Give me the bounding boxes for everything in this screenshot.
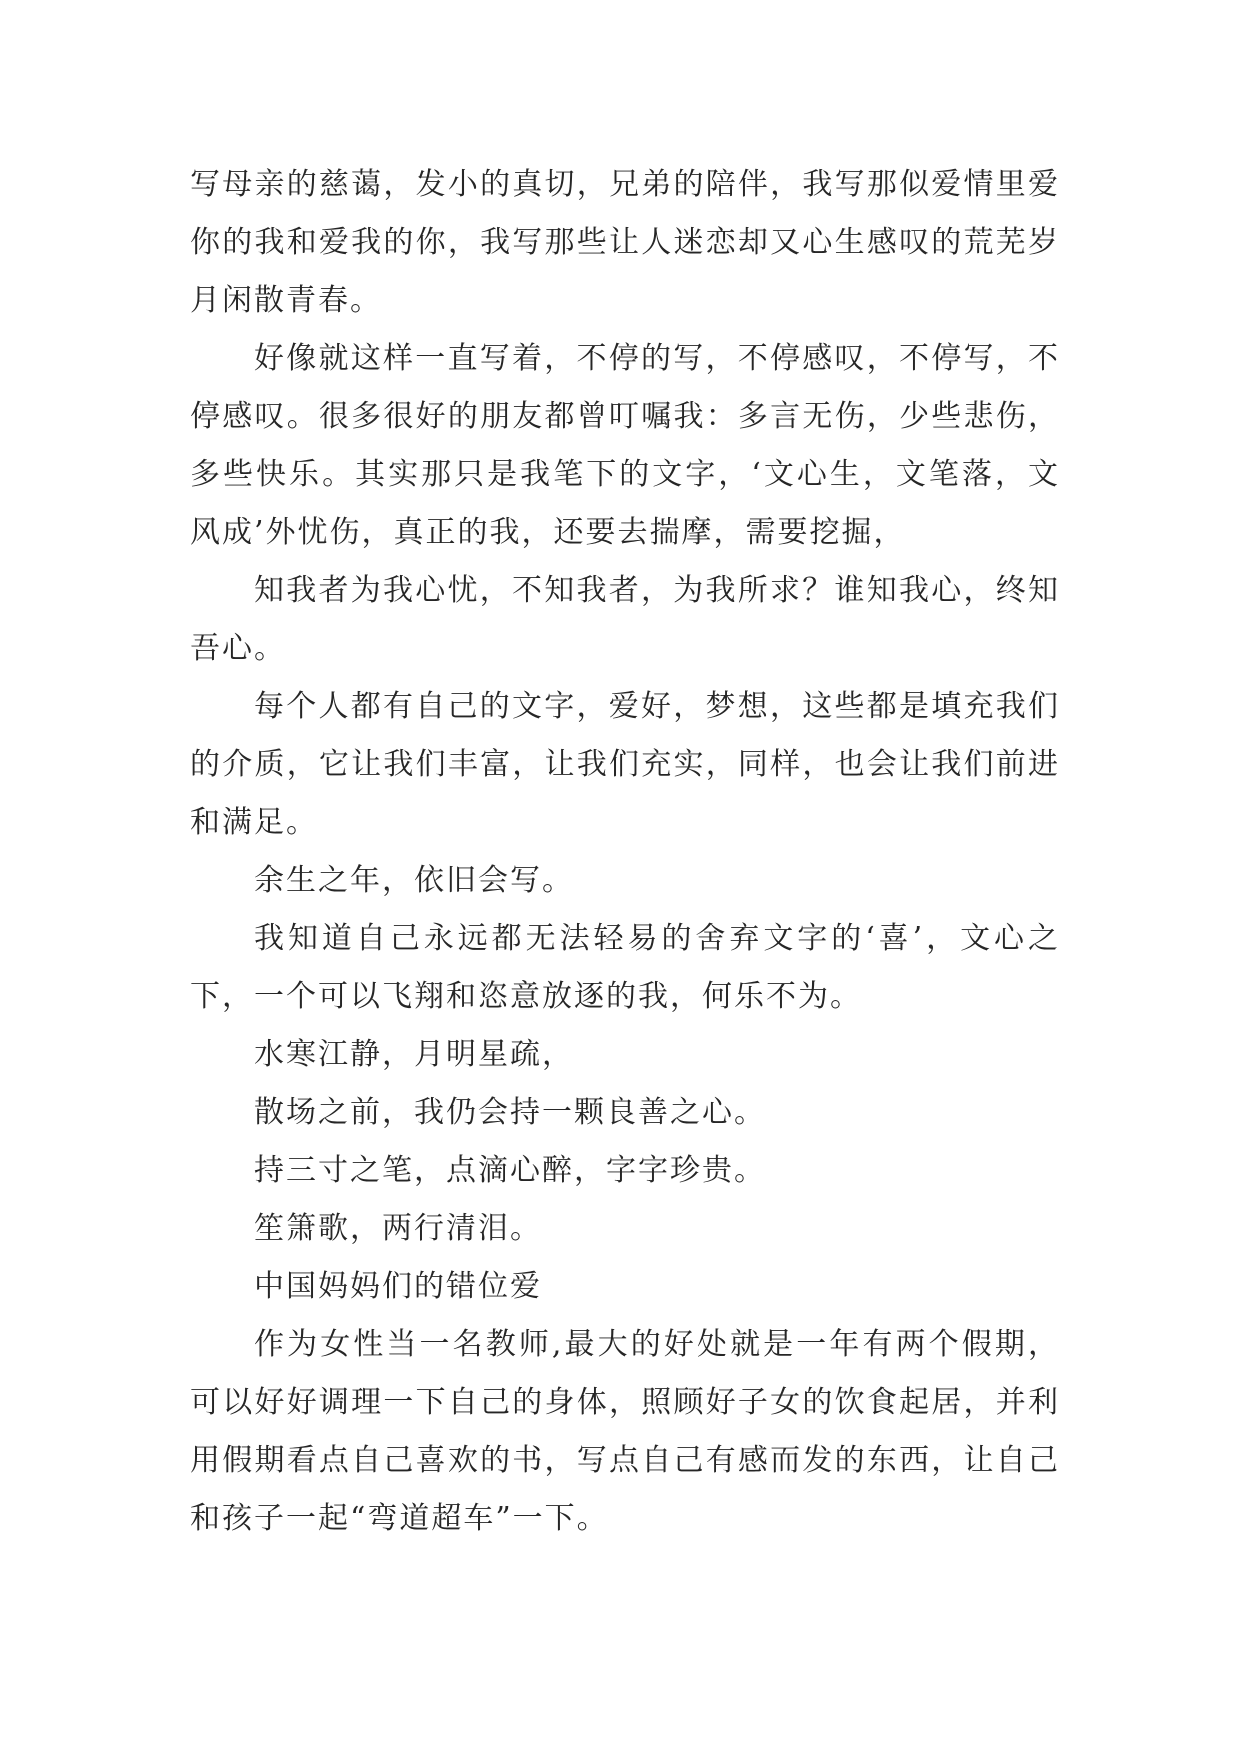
paragraph: 持三寸之笔，点滴心醉，字字珍贵。	[254, 1153, 766, 1188]
paragraph: 我知道自己永远都无法轻易的舍弃文字的‘喜’，文心之下，一个可以飞翔和恣意放逐的我，何乐不为。	[190, 921, 1060, 1014]
paragraph: 水寒江静，月明星疏，	[254, 1037, 574, 1072]
paragraph: 知我者为我心忧，不知我者，为我所求？谁知我心，终知吾心。	[190, 573, 1060, 666]
paragraph: 写母亲的慈蔼，发小的真切，兄弟的陪伴，我写那似爱情里爱你的我和爱我的你，我写那些让人迷恋却又心生感叹的荒芜岁月闲散青春。	[190, 167, 1060, 318]
paragraph: 笙箫歌，两行清泪。	[254, 1211, 542, 1246]
paragraph: 余生之年，依旧会写。	[254, 863, 574, 898]
paragraph: 作为女性当一名教师,最大的好处就是一年有两个假期，可以好好调理一下自己的身体，照顾好子女的饮食起居，并利用假期看点自己喜欢的书，写点自己有感而发的东西，让自己和孩子一起“弯道超车”一下。	[190, 1327, 1060, 1536]
paragraph: 每个人都有自己的文字，爱好，梦想，这些都是填充我们的介质，它让我们丰富，让我们充实，同样，也会让我们前进和满足。	[190, 689, 1060, 840]
paragraph: 散场之前，我仍会持一颗良善之心。	[254, 1095, 766, 1130]
paragraph: 好像就这样一直写着，不停的写，不停感叹，不停写，不停感叹。很多很好的朋友都曾叮嘱我：多言无伤，少些悲伤，多些快乐。其实那只是我笔下的文字，‘文心生，文笔落，文风成’外忧伤，真正的我，还要去揣摩，需要挖掘，	[190, 341, 1060, 550]
document-body	[190, 156, 1060, 1548]
section-heading: 中国妈妈们的错位爱	[254, 1269, 542, 1304]
